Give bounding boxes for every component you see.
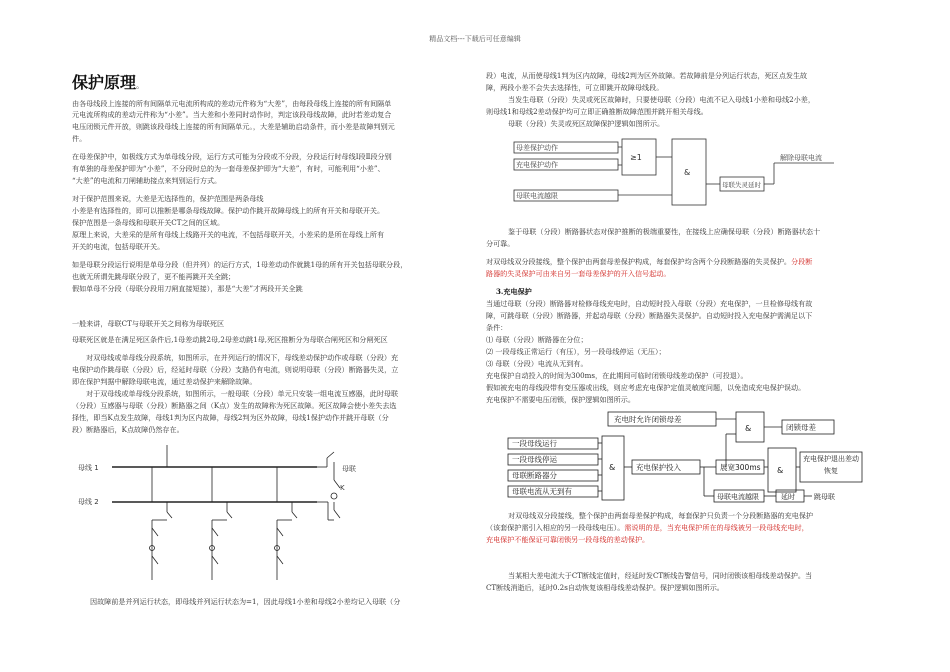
feeder-3 [275,467,298,580]
text-line: 障，可跳母联（分段）断路器，并起动母联（分段）断路器失灵保护。自动短时投入充电保护需满足以下 [486,311,813,320]
logic-diagram-failure [494,135,874,215]
logic-diagram-charge [504,410,874,506]
text-line: 原理上来说，大差采的是所有母线上线路开关的电流，不包括母联开关，小差采的是所在母线上所有 [72,230,385,239]
k-point-label: K [340,484,345,492]
busbar-diagram [72,440,460,590]
text-line: 则母线1和母线2差动保护均可立即正确推断故障范围并跳开相关母线。 [486,107,708,116]
input-3-label: 母联电流越限 [516,192,558,200]
top-label: 充电时允许闭锁母差 [614,415,682,424]
text-line: 保护范围是一条母线和母联开关CT之间的区域。 [72,218,225,227]
and-top-label: & [745,424,752,433]
text-line: 开关的电流，包括母联开关。 [72,242,165,251]
input-2-label: 一段母线停运 [512,455,557,464]
text-line: 对于保护范围来说，大差是无选择性的，保护范围是两条母线 [72,194,264,203]
feeder-1 [150,445,173,580]
text-line: 障，两段小差不会失去选择性，可立即跳开故障母线段。 [486,83,664,92]
widen-label: 展宽300ms [720,463,761,472]
text-line: 充电保护自动投入的时间为300ms，在此期间可临时闭锁母线差动保护（可投退）。 [486,371,748,380]
text-line: 分可靠。 [486,239,515,248]
text-line: 电压闭锁元件开放，则跳该段母线上连接的所有间隔单元。，大差是辅助启动条件，而小差是故障判别元 [72,122,395,131]
text-line: 也就无所谓先跳母联分段了，更不能再跳开关全跳； [72,272,236,281]
output-label: 解除母联电流 [780,154,822,162]
charge-on-label: 充电保护投入 [636,463,681,472]
and-gate-label: & [684,168,691,177]
and-main-label: & [609,463,616,472]
text-line: “大差”的电流和刀闸辅助接点来判别运行方式。 [72,176,222,185]
bus1-label: 母线 1 [78,464,99,472]
text-line: CT断线消逝后，延时0.2s自动恢复该相母线差动保护。保护逻辑如图所示。 [486,583,724,592]
text-line: ⑶ 母联（分段）电流从无到有。 [486,359,588,368]
bus2-label: 母线 2 [78,498,99,506]
caption: 因故障前是并列运行状态，即母线并列运行状态为=1，因此母线1小差和母线2小差均记入母联（分 [90,597,401,606]
text-line: 元电流所构成的差动元件称为“小差”。当大差和小差同时动作时，判定该段母线故障，此时若差动复合 [72,110,392,119]
text-line: （该套保护需引入相应的另一段母线电压）。需说明的是，当充电保护所在的母线被另一段母线充电时， [486,523,809,532]
input-1-label: 母差保护动作 [516,144,558,152]
text-line: 对于双母线或单母线分段系统，如图所示，一般母联（分段）单元只安装一组电流互感器，此时母联 [86,389,399,398]
text-line: 电保护动作跳母联（分段）后，经延时母联（分段）支路仍有电流，则说明母联（分段）断路器失灵，立 [72,365,399,374]
text-line: 当发生母联（分段）失灵或死区故障时，只要使母联（分段）电流不记入母线1小差和母线2小差， [508,95,815,104]
text-line: 一般来讲，母联CT与母联开关之间称为母联死区 [72,319,225,328]
text-line: 母联（分段）失灵或死区故障保护逻辑如图所示。 [508,119,665,128]
coupler-label: 母联 [342,465,356,473]
text-line: 鉴于母联（分段）断路器状态对保护推断的极端重要性，在接线上应确保母联（分段）断路器状态十 [508,227,821,236]
feeder-2 [210,467,233,580]
text-line: （分段）互感器与母联（分段）断路器之间（K点）发生的故障称为死区故障。死区故障会使小差失去选 [72,401,397,410]
text-line: ⑴ 母联（分段）断路器在分位； [486,335,588,344]
text-line: 假如被充电的母线段带有变压器或出线，则应考虑充电保护定值灵敏度问题，以免造成充电保护误动。 [486,383,806,392]
text-line: 对双母线双分段接线，整个保护由两套母差保护构成，每套保护只负责一个分段断路器的充电保护 [508,511,814,520]
section-title: 3.充电保护 [496,287,532,296]
text-line: 由各母线段上连接的所有间隔单元电流所构成的差动元件称为“大差”，由每段母线上连接的所有间隔单 [72,99,392,108]
text-line: 择性，即当K点发生故障，母线1判为区内故障，母线2判为区外故障，母线1保护动作并跳开母联（分 [72,413,389,422]
text-line: 对双母线或单母线分段系统，如图所示，在并列运行的情况下，母线差动保护动作或母联（分段）充 [86,353,399,362]
overcur-label: 母联电流越限 [717,493,759,501]
text-line: 件。 [72,134,87,143]
text-line: ⑵ 一段母线正常运行（有压），另一段母线停运（无压）； [486,347,666,356]
red-text-line: 路器的失灵保护可由来自另一套母差保护的开入信号起动。 [486,269,671,278]
text-line: 有单独的母差保护即为“小差”，不分段时总的为一套母差保护即为“大差”，有时，可能利用“小差”、 [72,164,385,173]
text-line: 充电保护不需要电压闭锁，保护逻辑如图所示。 [486,395,635,404]
input-2-label: 充电保护动作 [516,161,558,169]
text-line: 当某相大差电流大于CT断线定值时，经延时发CT断线告警信号，同时闭锁该相母线差动保护。当 [508,571,813,580]
text-line: 对双母线双分段接线，整个保护由两套母差保护构成，每套保护均含两个分段断路器的失灵保护。分段断 [486,257,813,266]
text-line: 小差是有选择性的，即可以推断是哪条母线故障。保护动作跳开故障母线上的所有开关和母联开关。 [72,206,385,215]
text-line: 当通过母联（分段）断路器对检修母线充电时，自动短时投入母联（分段）充电保护，一旦检修母线有故 [486,299,813,308]
input-1-label: 一段母线运行 [512,439,557,448]
exit-label: 充电保护退出差动恢复 [803,455,859,475]
text-line: 条件： [486,323,508,332]
page-title: 保护原理。 [72,73,145,92]
input-3-label: 母联断路器分 [512,471,557,480]
text-line: 母联死区就是在满足死区条件后,1母差动跳2母,2母差动跳1母,死区推断分为母联合闸死区和分闸死区 [72,335,388,344]
bus-coupler [317,452,340,520]
text-line: 在母差保护中，如极线方式为单母线分段，运行方式可能为分段或不分段，分段运行时母线Ⅰ段Ⅱ段分别 [72,152,392,161]
input-4-label: 母联电流从无到有 [512,487,572,496]
and-right-label: & [777,466,784,475]
trip-label: 跳母联 [814,493,835,501]
delay-label: 延时 [781,493,795,501]
header-note: 精品文档---下载后可任意编辑 [429,35,521,43]
timer-label: 母联失灵延时 [722,181,761,189]
or-gate-label: ≥1 [630,153,642,162]
exit-label-wrap [802,453,860,481]
text-line: 假如单母不分段（母联分段用刀闸直接短接），那是“大差”才两段开关全跳 [72,284,303,293]
text-line: 段）电流，从而使母线1判为区内故障，母线2判为区外故障。若故障前是分列运行状态，死区点发生故 [486,71,808,80]
red-text-line: 充电保护不能保证可靠闭锁另一段母线的差动保护。 [486,535,650,544]
lock-label: 闭锁母差 [786,423,816,432]
text-line: 如是母联分段运行说明是单母分段（但并列）的运行方式，1母差动动作就跳1母的所有开关包括母联分段， [72,260,408,269]
text-line: 段）断路器后，K点故障仍然存在。 [72,425,184,434]
text-line: 即在保护判据中解除母联电流，通过差动保护来解除故障。 [72,377,257,386]
